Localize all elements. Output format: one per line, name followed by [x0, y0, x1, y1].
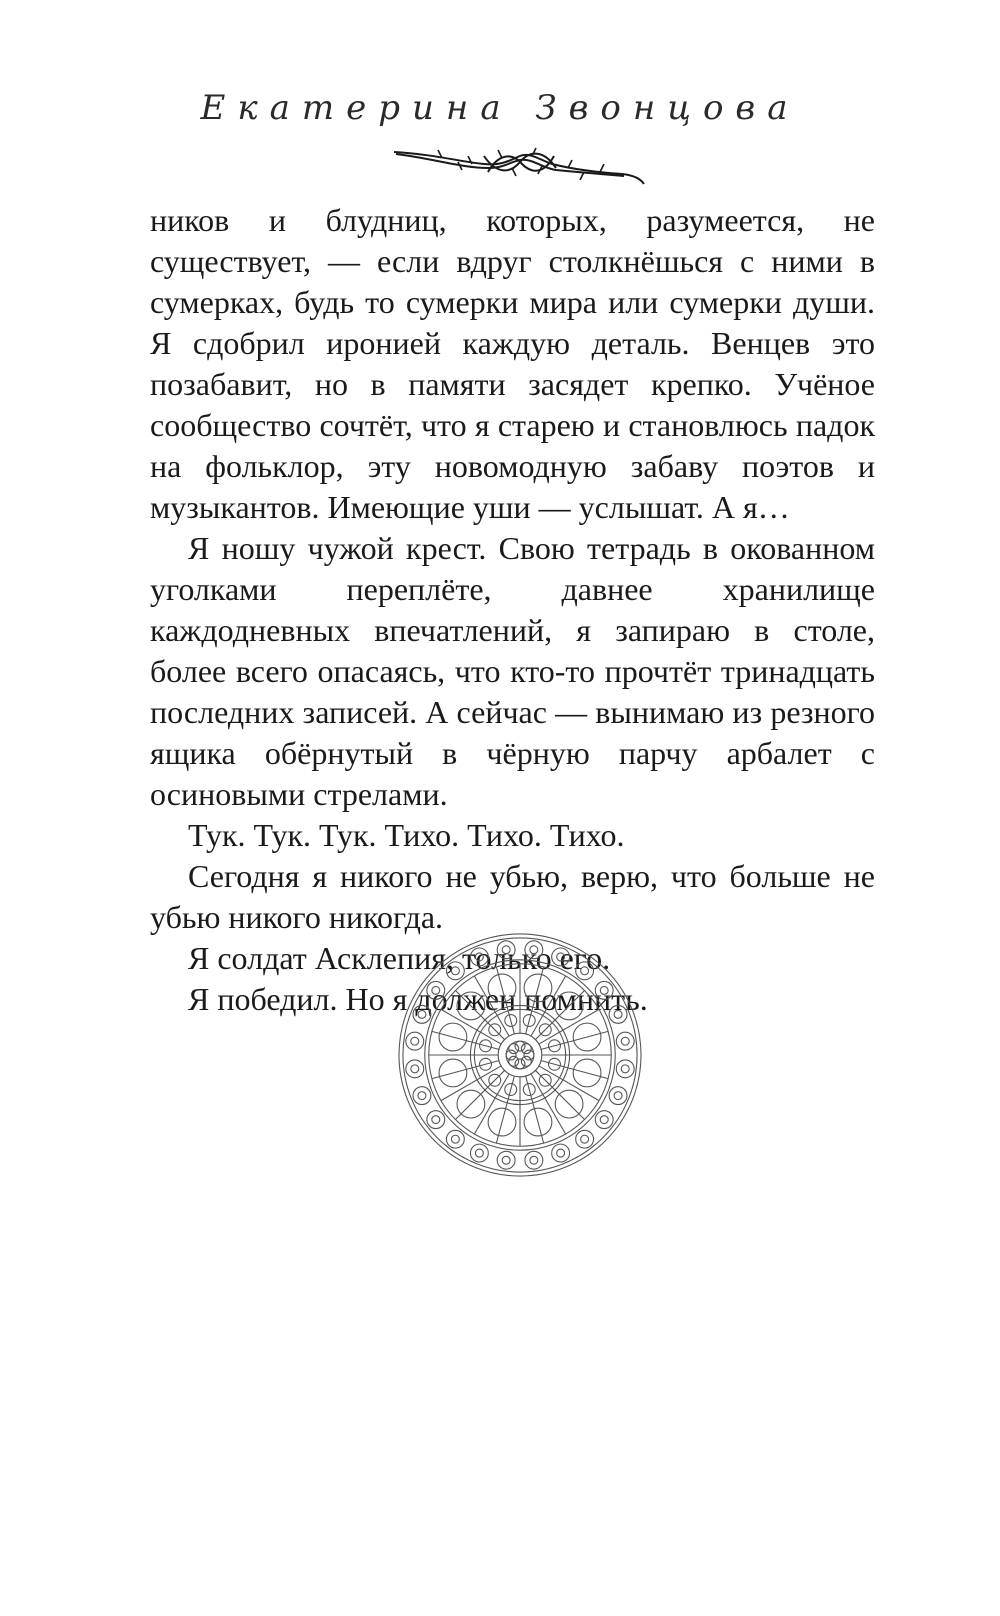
rose-window-ornament: [396, 931, 644, 1179]
paragraph: Сегодня я никого не убью, верю, что больше не убью никого никогда.: [150, 858, 875, 935]
paragraph: Я победил. Но я должен помнить.: [188, 981, 648, 1017]
paragraph: ников и блудниц, которых, разумеется, не существует, — если вдруг столкнёшься с ними в сумерках, будь то сумерки мира или сумерки души. Я сдобрил иронией каждую деталь. Венцев это позабавит, но в памяти засядет крепко. Учёное сообщество сочтёт, что я старею и становлюсь падок на фольклор, эту новомодную забаву поэтов и музыкантов. Имеющие уши — услышат. А я…: [150, 202, 875, 525]
body-text: [150, 200, 875, 1020]
running-head-author: Екатерина Звонцова: [200, 88, 800, 128]
paragraph: Тук. Тук. Тук. Тихо. Тихо. Тихо.: [188, 817, 625, 853]
thorn-vine-ornament: [392, 138, 646, 186]
paragraph: Я солдат Асклепия, только его.: [188, 940, 611, 976]
paragraph: Я ношу чужой крест. Свою тетрадь в окованном уголками переплёте, давнее хранилище каждодневных впечатлений, я запираю в столе, более всего опасаясь, что кто-то прочтёт тринадцать последних записей. А сейчас — вынимаю из резного ящика обёрнутый в чёрную парчу арбалет с осиновыми стрелами.: [150, 530, 875, 812]
